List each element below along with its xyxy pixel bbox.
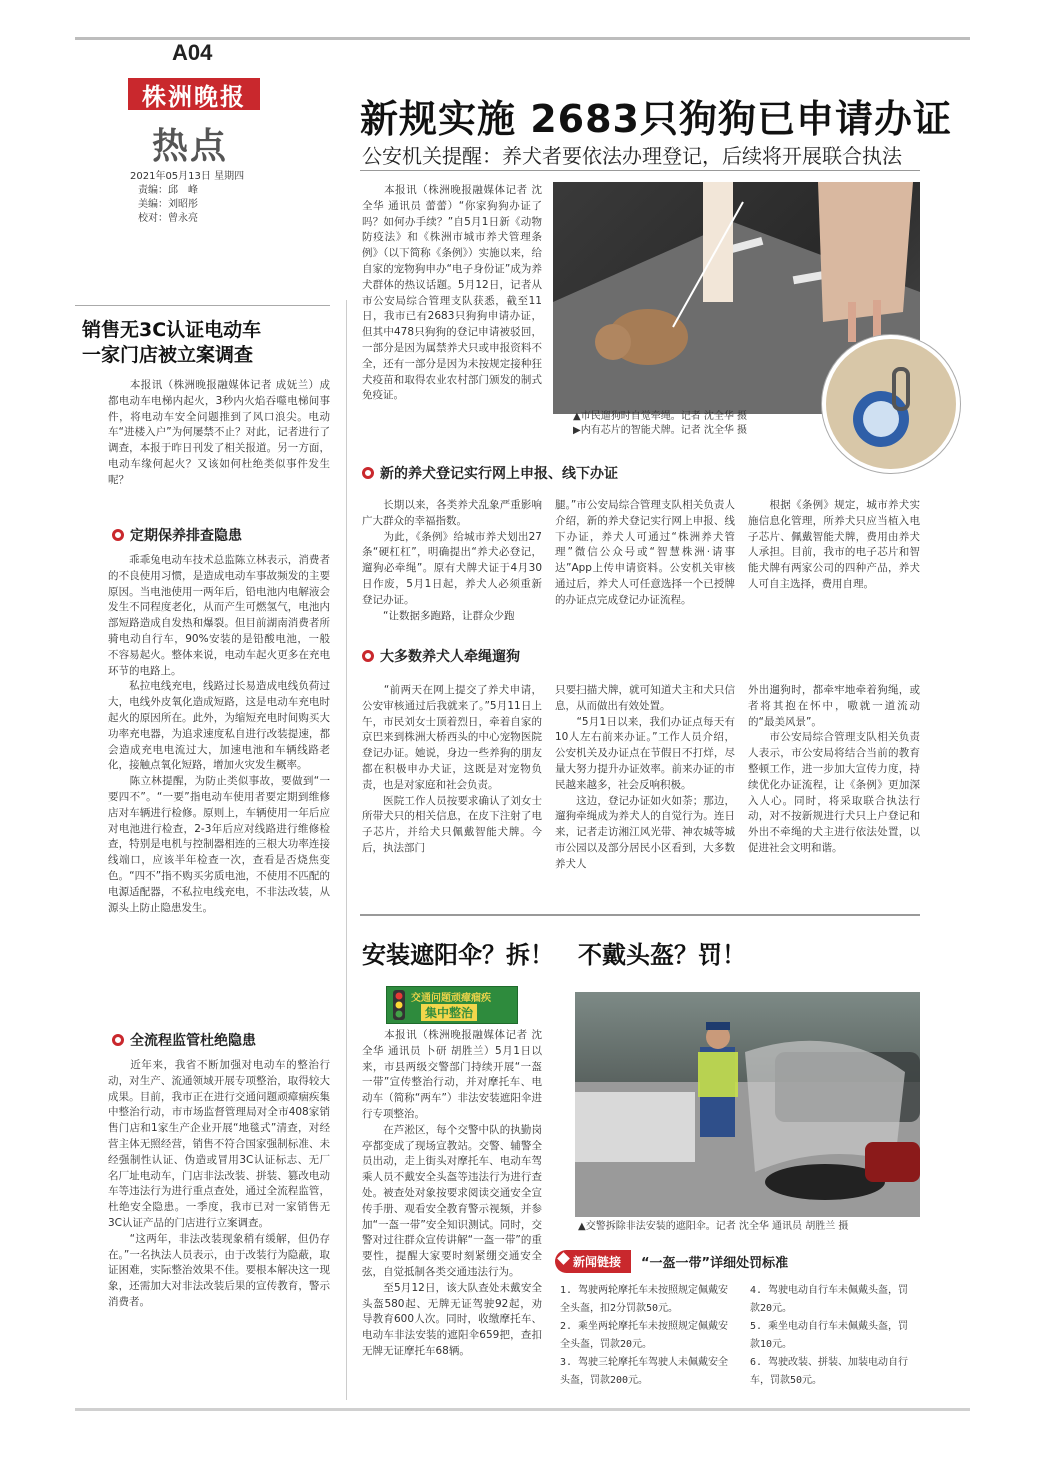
dog-caption-1: ▲市民遛狗时自觉牵绳。记者 沈全华 摄 xyxy=(573,411,748,422)
left-sec1-title: 定期保养排查隐患 xyxy=(130,528,242,544)
dog-sec2-col2: 只要扫描犬牌，就可知道犬主和犬只信息，从而做出有效处置。 “5月1日以来，我们办证点每天有10人左右前来办证。”工作人员介绍，公安机关及办证点在节假日不打烊，尽量大努力提升办证效率。前来办证的市民越来越多，社会反响积极。 这边，登记办证如火如荼；那边，遛狗牵绳成为养犬人的自觉行为。连日来，记者走访湘江风光带、神农城等城市公园以及部分居民小区看到，大多数养犬人 xyxy=(555,684,735,870)
left-sec1-heading xyxy=(112,525,242,545)
penalty-item: 5. 乘坐电动自行车未佩戴头盔，罚款10元。 xyxy=(750,1321,909,1350)
paper-name: 株洲晚报 xyxy=(142,81,246,111)
penalty-item: 6. 驾驶改装、拼装、加装电动自行车，罚款50元。 xyxy=(750,1357,909,1386)
section-label: 热点 xyxy=(152,125,229,167)
police-removing-umbrella-illustration xyxy=(575,992,920,1217)
dog-sec2-col1: “前两天在网上提交了养犬申请，公安审核通过后我就来了。”5月11日上午，市民刘女士顶着烈日，牵着自家的京巴来到株洲大桥西头的中心宠物医院登记办证。她说，身边一些养狗的朋友都在积极申办犬证，这既是对宠物负责，也是对家庭和社会负责。 医院工作人员按要求确认了刘女士所带犬只的相关信息，在皮下注射了电子芯片，并给犬只佩戴智能犬牌。今后，执法部门 xyxy=(362,684,542,854)
dog-caption-2: ▶内有芯片的智能犬牌。记者 沈全华 摄 xyxy=(573,425,748,436)
left-sec2-heading xyxy=(112,1030,256,1050)
left-top-rule xyxy=(75,305,330,306)
traffic-police-photo xyxy=(575,992,920,1217)
left-headline-line1: 销售无3C认证电动车 xyxy=(82,319,262,341)
headline-rule xyxy=(360,170,920,171)
bottom-rule xyxy=(75,1408,970,1411)
left-sec2-body: 近年来，我省不断加强对电动车的整治行动，对生产、流通领域开展专项整治，取得较大成果。目前，我市正在进行交通问题顽瘴痼疾集中整治行动，市市场监督管理局对全市408家销售门店和1家生产企业开展“地毯式”清查，对经营主体无照经营，销售不符合国家强制标准、未经强制性认证、伪造或冒用3C认证标志、无厂名厂址电动车，门店非法改装、拼装、篡改电动车等违法行为进行重点查处，通过全流程监管，杜绝安全隐患。一季度，我市已对一家销售无3C认证产品的门店进行立案调查。 “这两年，非法改装现象稍有缓解，但仍存在。”一名执法人员表示，由于改装行为隐蔽，取证困难，实际整治效果不佳。要根本解决这一现象，还需加大对非法改装后果的宣传教育，警示消费者。 xyxy=(108,1059,330,1308)
pen-icon xyxy=(557,1252,570,1265)
badge-line2: 集中整治 xyxy=(421,1004,477,1021)
dog-sec1-heading xyxy=(362,463,618,483)
penalty-col-right xyxy=(750,1282,910,1390)
dog-sec2-heading xyxy=(362,646,520,666)
dog-sec1-col2: 腿。”市公安局综合管理支队相关负责人介绍，新的养犬登记实行网上申报、线下办证，养犬人可通过“株洲养犬管理”微信公众号或“智慧株洲·请事达”App上传申请资料。公安机关审核通过后，养犬人可任意选择一个已授牌的办证点完成登记办证流程。 xyxy=(555,499,735,606)
news-link-tag xyxy=(555,1250,631,1273)
left-headline xyxy=(82,318,261,368)
dog-tag-inset-photo xyxy=(822,335,960,473)
left-headline-line2: 一家门店被立案调查 xyxy=(82,344,254,366)
penalty-item: 4. 驾驶电动自行车未佩戴头盔，罚款20元。 xyxy=(750,1285,909,1314)
dog-photo-captions xyxy=(573,410,747,438)
edition-info xyxy=(130,170,244,226)
dog-sec1-col3: 根据《条例》规定，城市养犬实施信息化管理，所养犬只应当植入电子芯片、佩戴智能犬牌，费用由养犬人承担。目前，我市的电子芯片和智能犬牌有两家公司的四种产品，养犬人可自主选择，费用自理。 xyxy=(748,499,920,590)
section-bullet-icon xyxy=(362,467,374,479)
paper-logo xyxy=(128,78,260,110)
left-sec2-title: 全流程监管杜绝隐患 xyxy=(130,1033,256,1049)
proof-credit: 校对：曾永亮 xyxy=(138,213,198,224)
traffic-caption: ▲交警拆除非法安装的遮阳伞。记者 沈全华 通讯员 胡胜兰 摄 xyxy=(578,1221,849,1232)
news-link-header xyxy=(555,1250,788,1273)
penalty-list xyxy=(560,1282,920,1404)
editor-credit: 责编：邱 峰 xyxy=(138,185,198,196)
news-link-tag-label: 新闻链接 xyxy=(573,1255,622,1269)
column-separator xyxy=(346,300,347,1400)
dog-subheadline: 公安机关提醒：养犬者要依法办理登记，后续将开展联合执法 xyxy=(362,144,902,168)
traffic-body: 本报讯（株洲晚报融媒体记者 沈全华 通讯员 卜研 胡胜兰）5月1日以来，市县两级交警部门持续开展“一盔一带”宣传整治行动，并对摩托车、电动车（简称“两车”）非法安装遮阳伞进行专项整治。 在芦淞区，每个交警中队的执勤岗亭都变成了现场宣教站。交警、辅警全员出动，走上街头对摩托车、电动车驾乘人员不戴安全头盔等违法行为进行查处。被查处对象按要求阅读交通安全宣传手册、观看安全教育警示视频，并参加“一盔一带”安全知识测试。同时，交警对过往群众宣传讲解“一盔一带”的重要性，提醒大家要时刻紧绷交通安全弦，自觉抵制各类交通违法行为。 至5月12日，该大队查处未戴安全头盔580起、无牌无证驾驶92起，劝导教育600人次。同时，收缴摩托车、电动车非法安装的遮阳伞659把，查扣无牌无证摩托车68辆。 xyxy=(362,1029,542,1357)
traffic-campaign-badge xyxy=(386,986,518,1024)
dog-intro: 本报讯（株洲晚报融媒体记者 沈全华 通讯员 蕾蕾）“你家狗狗办证了吗？如何办手续？”自5月1日新《动物防疫法》和《株洲市城市养犬管理条例》（以下简称《条例》）实施以来，给自家的宠物狗申办“电子身份证”成为养犬群体的热议话题。5月12日，记者从市公安局综合管理支队获悉，截至11日，我市已有2683只狗狗申请办证，但其中478只狗狗的登记申请被驳回，一部分是因为属禁养犬只或申报资料不全，还有一部分是因为未按规定接种狂犬疫苗和取得农业农村部门颁发的制式免疫证。 xyxy=(362,184,542,402)
left-intro: 本报讯（株洲晚报融媒体记者 成妩兰）成都电动车电梯内起火，3秒内火焰吞噬电梯间事件，将电动车安全问题推到了风口浪尖。电动车“进楼入户”为何屡禁不止？对此，记者进行了调查，本报于昨日刊发了相关报道。另一方面，电动车缘何起火？又该如何杜绝类似事件发生呢？ xyxy=(108,379,330,486)
dog-tag-icon xyxy=(826,339,956,469)
issue-date: 2021年05月13日 星期四 xyxy=(130,171,245,182)
penalty-col-left xyxy=(560,1282,735,1390)
news-link-title: “一盔一带”详细处罚标准 xyxy=(641,1256,789,1271)
penalty-item: 2. 乘坐两轮摩托车未按照规定佩戴安全头盔，罚款20元。 xyxy=(560,1321,729,1350)
dog-sec2-col3: 外出遛狗时，都牵牢地牵着狗绳，或者将其抱在怀中，嗷就一道流动的“最美风景”。 市公安局综合管理支队相关负责人表示，市公安局将结合当前的教育整顿工作，进一步加大宣传力度，持续优化办证流程，让《条例》更加深入人心。同时，将采取联合执法行动，对不按新规进行犬只上户登记和外出不牵绳的犬主进行依法处置，以促进社会文明和谐。 xyxy=(748,684,920,854)
section-bullet-icon xyxy=(362,650,374,662)
page-number: A04 xyxy=(172,40,213,65)
penalty-item: 3. 驾驶三轮摩托车驾驶人未佩戴安全头盔，罚款200元。 xyxy=(560,1357,729,1386)
dog-sec1-col1: 长期以来，各类养犬乱象严重影响广大群众的幸福指数。 为此，《条例》给城市养犬划出27条“硬杠杠”，明确提出“养犬必登记，遛狗必牵绳”。原有犬牌犬证于4月30日作废，5月1日起，养犬人必须重新登记办证。 “让数据多跑路，让群众少跑 xyxy=(362,499,542,622)
left-sec1-body: 乖乖兔电动车技术总监陈立林表示，消费者的不良使用习惯，是造成电动车事故频发的主要原因。当电池使用一两年后，铅电池内电解液会发生不同程度老化，从而产生可燃氢气，电池内部短路造成自发热和爆裂。但目前湖南消费者所骑电动自行车，90%安装的是铅酸电池，一般不容易起火。整体来说，电动车起火更多在充电环节的电路上。 私拉电线充电，线路过长易造成电线负荷过大，电线外皮氧化造成短路，这是电动车充电时起火的原因所在。此外，为缩短充电时间购买大功率充电器，为追求速度私自进行改装提速，都会造成充电电流过大，加速电池和车辆线路老化，接触点氧化短路，增加火灾发生概率。 陈立林提醒，为防止类似事故，要做到“一要四不”。“一要”指电动车使用者要定期到维修店对车辆进行检修。原则上，车辆使用一年后应对电池进行检查，2-3年后应对线路进行维修检查，特别是电机与控制器相连的三根大功率连接线端口，应该半年检查一次，查看是否烧焦变色。“四不”指不购买劣质电池，不使用不匹配的电源适配器，不私拉电线充电，不非法改装，从源头上防止隐患发生。 xyxy=(108,554,330,914)
traffic-headline: 安装遮阳伞？拆！ 不戴头盔？罚！ xyxy=(362,941,746,969)
penalty-item: 1. 驾驶两轮摩托车未按照规定佩戴安全头盔，扣2分罚款50元。 xyxy=(560,1285,729,1314)
badge-line1: 交通问题顽瘴痼疾 xyxy=(411,993,491,1004)
dog-headline: 新规实施 2683只狗狗已申请办证 xyxy=(360,97,952,141)
traffic-top-rule xyxy=(360,914,920,916)
designer-credit: 美编：刘昭彤 xyxy=(138,199,198,210)
section-bullet-icon xyxy=(112,529,124,541)
dog-sec1-title: 新的养犬登记实行网上申报、线下办证 xyxy=(380,466,618,482)
traffic-light-icon xyxy=(389,988,409,1022)
section-bullet-icon xyxy=(112,1034,124,1046)
dog-sec2-title: 大多数养犬人牵绳遛狗 xyxy=(380,649,520,665)
